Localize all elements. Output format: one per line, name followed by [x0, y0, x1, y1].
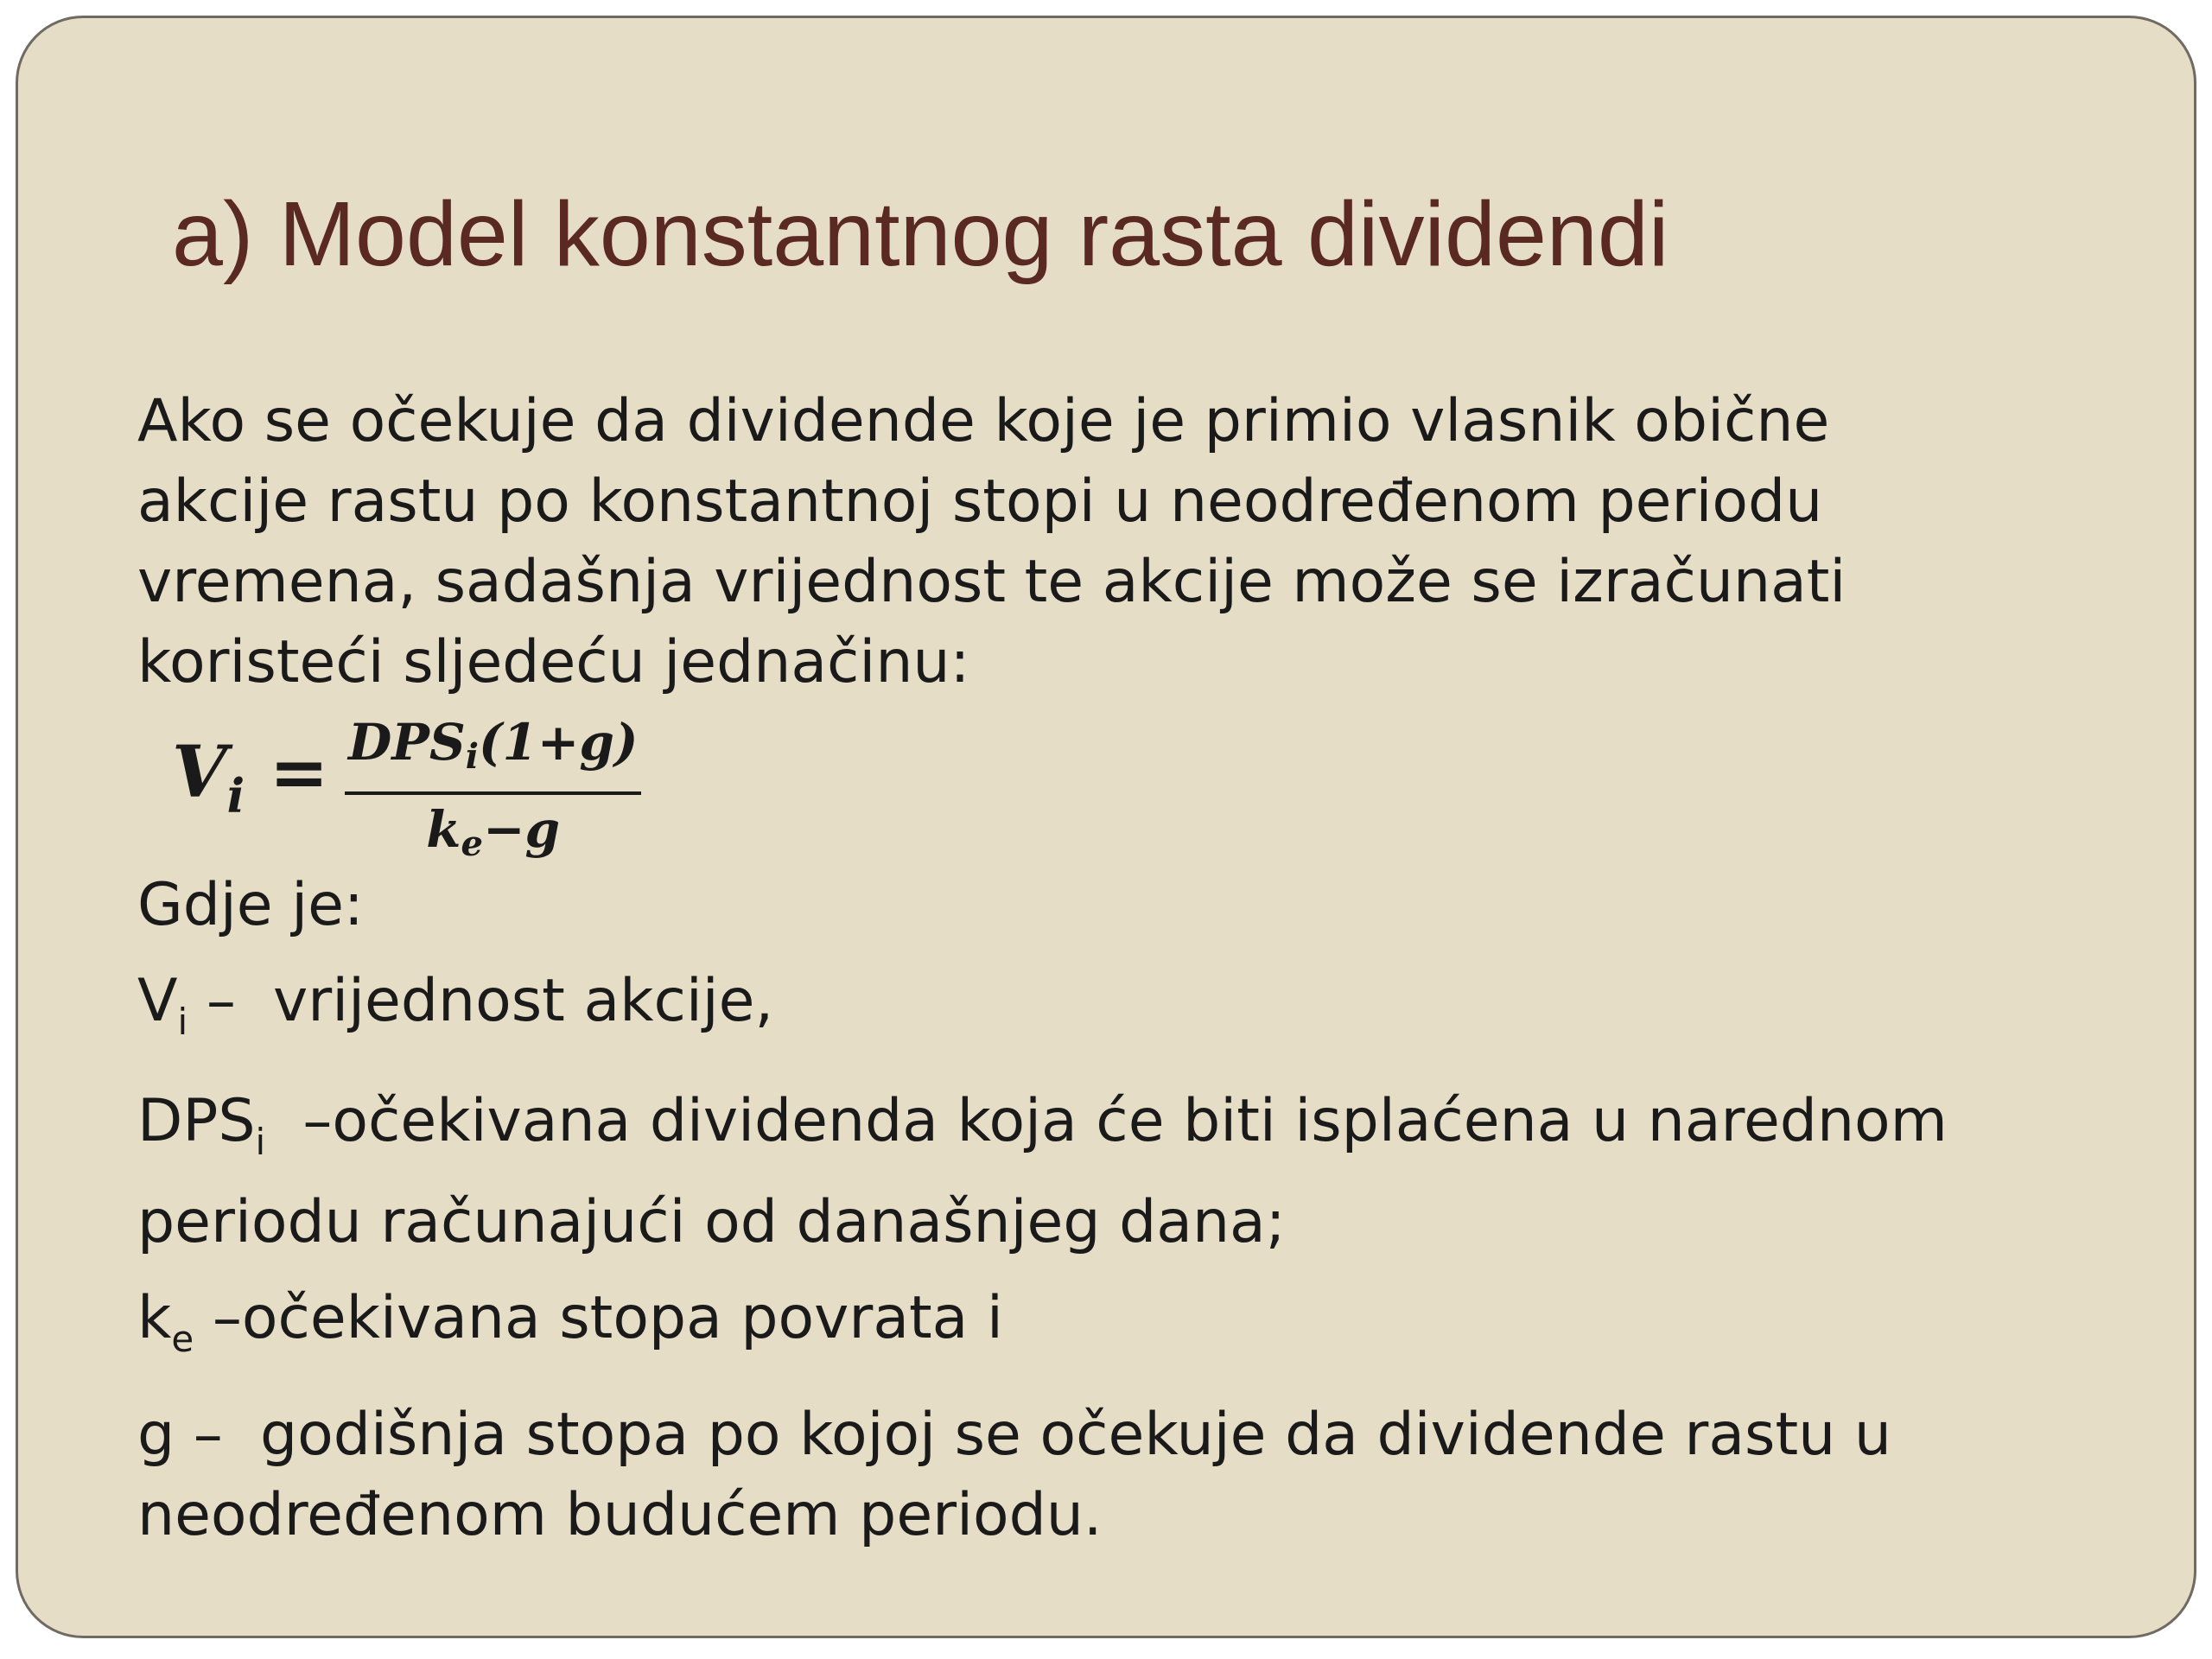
definition-text: –očekivana dividenda koja će biti isplaćena u narednom: [265, 1087, 1948, 1155]
formula-numerator: [345, 711, 641, 795]
formula-lhs: [172, 731, 329, 823]
formula-lhs-sub: i: [226, 768, 245, 823]
definition-symbol: g: [137, 1401, 175, 1469]
denominator-main: k: [426, 800, 461, 859]
numerator-sub: i: [465, 736, 479, 777]
definition-line: periodu računajući od današnjeg dana;: [137, 1188, 1286, 1256]
intro-line: akcije rastu po konstantnoj stopi u neodređenom periodu: [137, 467, 1823, 536]
formula-fraction: [345, 711, 641, 875]
slide: [16, 16, 2196, 1638]
slide-body: [137, 381, 2159, 1555]
definition-line: [137, 961, 2159, 1062]
formula-equals: =: [269, 731, 329, 814]
gordon-growth-formula: [172, 711, 2159, 864]
definition-subscript: i: [177, 1001, 188, 1043]
definition-subscript: e: [171, 1318, 194, 1360]
intro-line: Ako se očekuje da dividende koje je primio vlasnik obične: [137, 387, 1830, 455]
definition-subscript: i: [255, 1121, 266, 1163]
definition-line: neodređenom budućem periodu.: [137, 1481, 1103, 1549]
formula-lhs-var: V: [172, 731, 227, 814]
intro-line: vremena, sadašnja vrijednost te akcije može se izračunati: [137, 548, 1847, 616]
definition-symbol: DPS: [137, 1087, 256, 1155]
definition-text: – godišnja stopa po kojoj se očekuje da dividende rastu u: [175, 1401, 1891, 1469]
denominator-rest: −g: [482, 800, 561, 859]
definition-vi: [137, 961, 2159, 1062]
definition-ke: [137, 1278, 2159, 1379]
definition-symbol: k: [137, 1284, 172, 1352]
definition-text: –očekivana stopa povrata i: [194, 1284, 1003, 1352]
where-label: Gdje je:: [137, 871, 364, 939]
definition-line: [137, 1278, 2159, 1379]
intro-paragraph: [137, 381, 2159, 702]
formula-denominator: [345, 795, 641, 875]
definition-dps: [137, 1081, 2159, 1262]
definition-line: [137, 1081, 2159, 1182]
slide-title: a) Model konstantnog rasta dividendi: [172, 183, 1669, 285]
numerator-rest: (1+g): [479, 713, 639, 772]
definition-symbol: V: [137, 967, 178, 1035]
definition-g: [137, 1395, 2159, 1555]
definition-text: – vrijednost akcije,: [188, 967, 774, 1035]
intro-line: koristeći sljedeću jednačinu:: [137, 628, 970, 696]
numerator-main: DPS: [348, 713, 466, 772]
denominator-sub: e: [461, 823, 483, 864]
definition-line: [137, 1395, 2159, 1475]
